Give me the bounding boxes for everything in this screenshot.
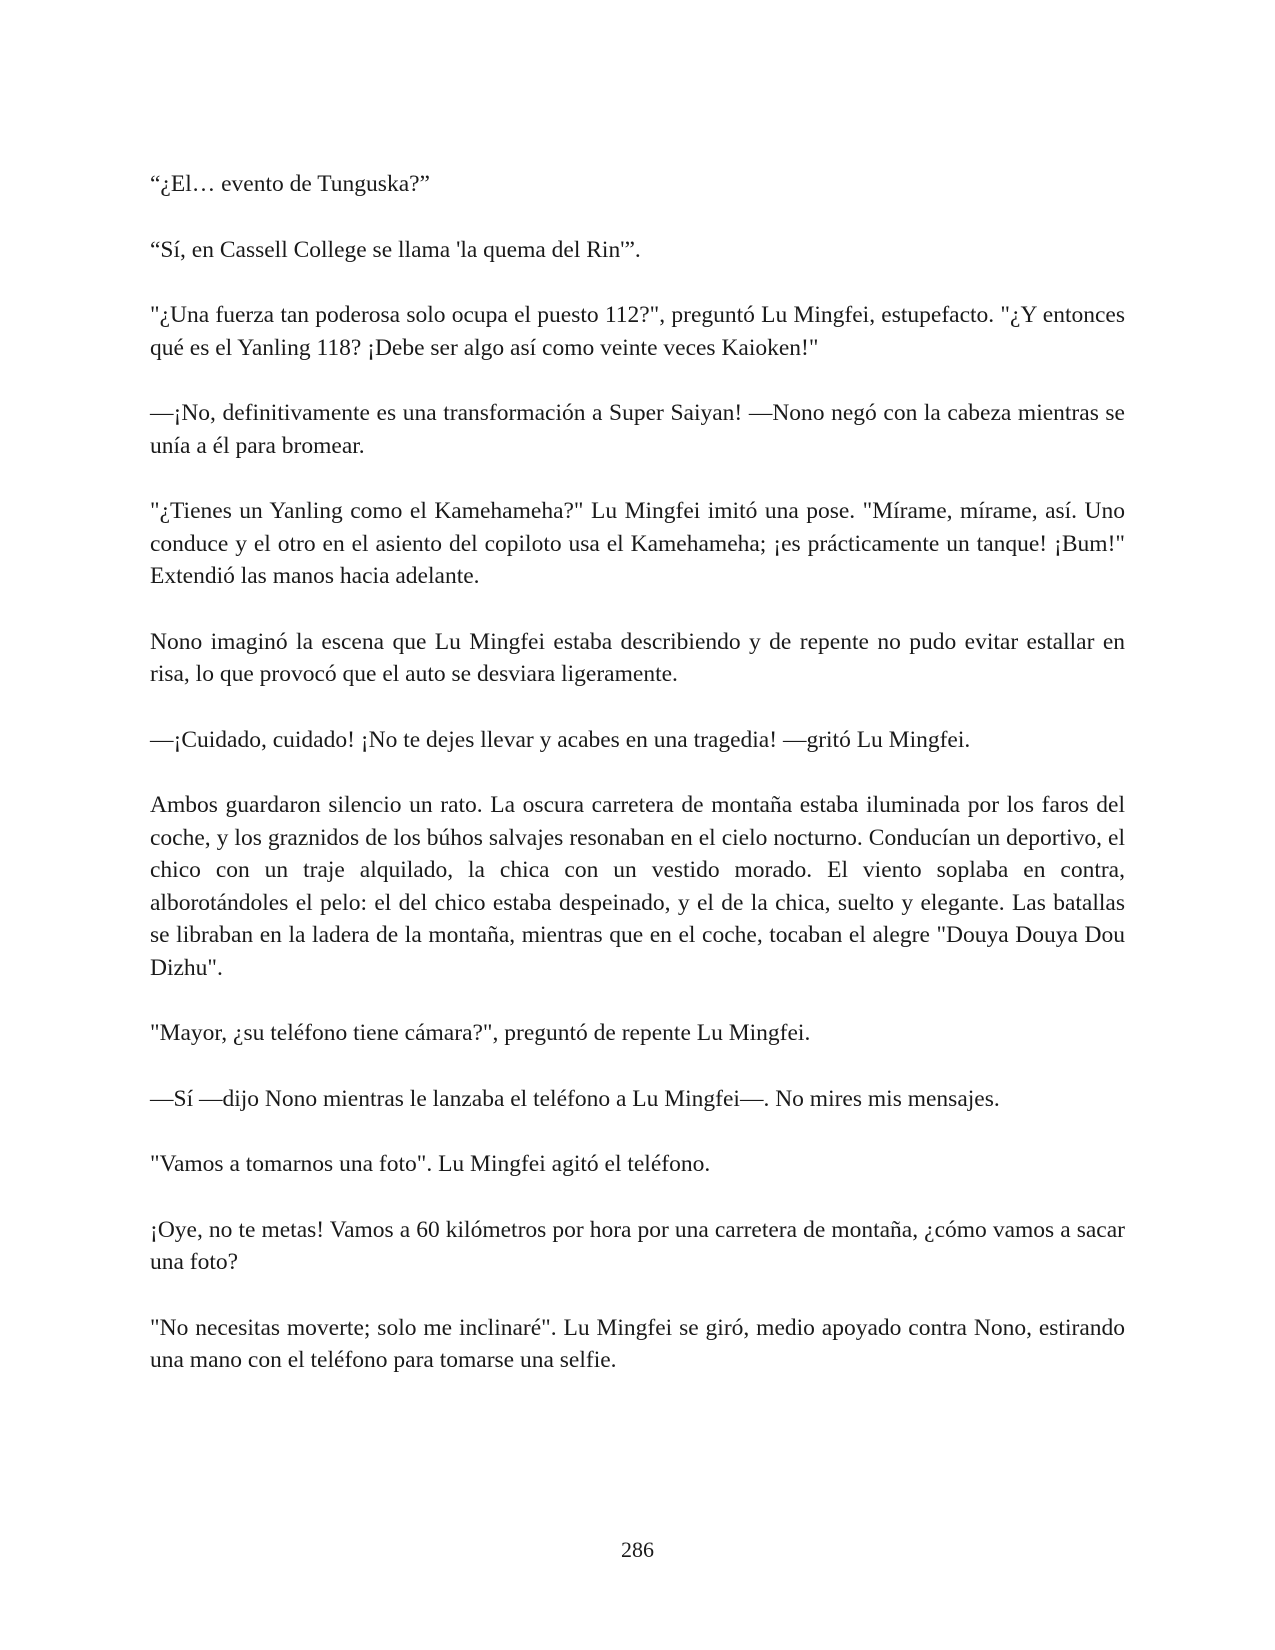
paragraph: "¿Tienes un Yanling como el Kamehameha?" Lu Mingfei imitó una pose. "Mírame, mírame, así. Uno conduce y el otro en el asiento del copiloto usa el Kamehameha; ¡es prácticamente un tanque! ¡Bum!" Extendió las manos hacia adelante. xyxy=(150,498,1125,589)
paragraph: ¡Oye, no te metas! Vamos a 60 kilómetros por hora por una carretera de montaña, ¿cómo vamos a sacar una foto? xyxy=(150,1216,1125,1275)
paragraph: "Vamos a tomarnos una foto". Lu Mingfei agitó el teléfono. xyxy=(150,1151,711,1177)
paragraph: —¡Cuidado, cuidado! ¡No te dejes llevar y acabes en una tragedia! —gritó Lu Mingfei. xyxy=(150,726,971,753)
paragraph: “Sí, en Cassell College se llama 'la quema del Rin'”. xyxy=(150,236,641,263)
paragraph: “¿El… evento de Tunguska?” xyxy=(150,171,430,197)
paragraph: —Sí —dijo Nono mientras le lanzaba el teléfono a Lu Mingfei—. No mires mis mensajes. xyxy=(150,1085,1000,1112)
paragraph: "No necesitas moverte; solo me inclinaré". Lu Mingfei se giró, medio apoyado contra Nono, estirando una mano con el teléfono para tomarse una selfie. xyxy=(150,1314,1125,1373)
page-text-body xyxy=(150,168,1125,1410)
paragraph: —¡No, definitivamente es una transformación a Super Saiyan! —Nono negó con la cabeza mientras se unía a él para bromear. xyxy=(150,400,1125,459)
paragraph: "¿Una fuerza tan poderosa solo ocupa el puesto 112?", preguntó Lu Mingfei, estupefacto. "¿Y entonces qué es el Yanling 118? ¡Debe ser algo así como veinte veces Kaioken!" xyxy=(150,302,1125,361)
paragraph: Ambos guardaron silencio un rato. La oscura carretera de montaña estaba iluminada por los faros del coche, y los graznidos de los búhos salvajes resonaban en el cielo nocturno. Conducían un deportivo, el chico con un traje alquilado, la chica con un vestido morado. El viento soplaba en contra, alborotándoles el pelo: el del chico estaba despeinado, y el de la chica, suelto y elegante. Las batallas se libraban en la ladera de la montaña, mientras que en el coche, tocaban el alegre "Douya Douya Dou Dizhu". xyxy=(150,792,1125,981)
paragraph: "Mayor, ¿su teléfono tiene cámara?", preguntó de repente Lu Mingfei. xyxy=(150,1020,811,1046)
page-number: 286 xyxy=(621,1537,654,1562)
paragraph: Nono imaginó la escena que Lu Mingfei estaba describiendo y de repente no pudo evitar estallar en risa, lo que provocó que el auto se desviara ligeramente. xyxy=(150,628,1125,687)
